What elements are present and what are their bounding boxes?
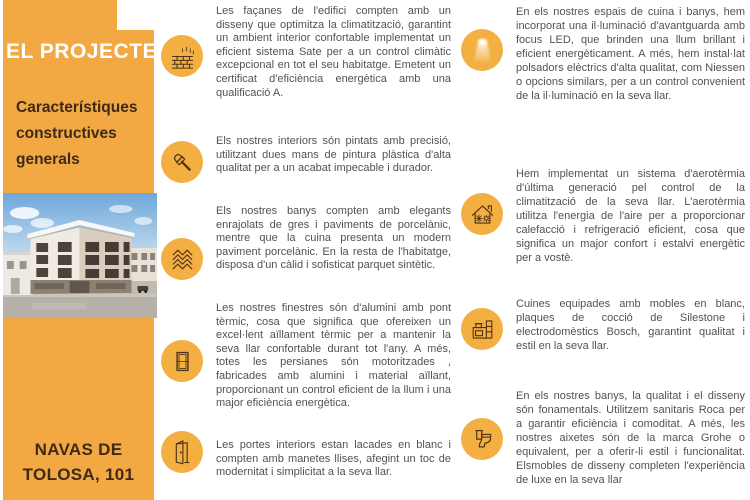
feature-text: Cuines equipades amb mobles en blanc, plaques de cocció de Silestone i electrodomèstics Bosch, garantint qualitat i estil en la seva llar. (516, 298, 745, 352)
sidebar-top-notch (117, 0, 157, 30)
feature-text: En els nostres espais de cuina i banys, hem incorporat una il·luminació d'avantguarda amb focus LED, que brinden una llum brillant i eficient energèticament. A més, hem instal·lat polsadors elèctrics d'alta qualitat, com Niessen o opcions similars, per a un control convenient de la il·luminació en la seva llar. (516, 6, 745, 102)
aerothermal-house-icon (461, 193, 503, 235)
spotlight-beam-icon (461, 29, 503, 71)
brick-wall-icon (161, 35, 203, 77)
feature-text: En els nostres banys, la qualitat i el disseny són fonamentals. Utilitzem sanitaris Roca per a garantir eficiència i comoditat. A més, les nostres aixetes són de la marca Grohe o equivalent, per a oferir-li estil i funcionalitat. Elsmobles de disseny completen l'experiència de luxe en la seva llar (516, 390, 745, 486)
feature-text: Les nostres finestres són d'alumini amb pont tèrmic, cosa que significa que ofereixen un excel·lent aïllament tèrmic per a mantenir la seva llar confortable durant tot l'any. A més, totes les persianes són motoritzades , fabricades amb alumini i material aïllant, proporcionant un control eficient de la llum i una major eficiència energètica. (216, 302, 451, 410)
feature-aerothermal (461, 167, 749, 265)
parquet-herringbone-icon (161, 238, 203, 280)
toilet-icon (461, 418, 503, 460)
page-title: EL PROJECTE (6, 40, 157, 63)
page-subtitle: Característiques constructives generals (16, 99, 138, 168)
feature-painting (161, 135, 451, 183)
feature-text: Hem implementat un sistema d'aerotèrmia d'última generació pel control de la climatització de la seva llar. L'aerotèrmia utilitza l'energia de l'aire per a proporcionar calefacció i refrigeració eficient, cosa que significa un major confort i estalvi energètic per a vostè. (516, 168, 745, 264)
feature-facades (161, 5, 451, 100)
feature-bathroom (461, 389, 749, 487)
feature-flooring (161, 205, 451, 280)
feature-kitchen (461, 297, 749, 353)
feature-doors (161, 439, 451, 480)
feature-windows (161, 302, 451, 411)
feature-text: Els nostres banys compten amb elegants enrajolats de gres i paviments de porcelànic, mentre que la cuina presenta un modern paviment porcelànic. En la resta de l'habitatge, disposa d'un càlid i sofisticat parquet sintètic. (216, 205, 451, 272)
feature-text: Les portes interiors estan lacades en blanc i compten amb manetes llises, afegint un toc de modernitat i simplicitat a la seva llar. (216, 439, 451, 479)
address: NAVAS DE TOLOSA, 101 (22, 440, 135, 484)
feature-lighting (461, 5, 749, 103)
feature-text: Els nostres interiors són pintats amb precisió, utilitzant dues mans de pintura plàstica d'alta qualitat per a un acabat impecable i durador. (216, 135, 451, 175)
paintbrush-icon (161, 141, 203, 183)
feature-text: Les façanes de l'edifici compten amb un disseny que optimitza la climatització, garantint un ambient interior confortable implementat un eficient sistema Sate per a un control climàtic excepcional en tot el seu habitatge. Emetent un certificat d'eficiència energètica amb una qualificació A. (216, 5, 451, 99)
building-photo (3, 193, 157, 318)
kitchen-furniture-icon (461, 308, 503, 350)
building-photo-illustration (3, 193, 157, 318)
open-door-icon (161, 431, 203, 473)
window-icon (161, 340, 203, 382)
